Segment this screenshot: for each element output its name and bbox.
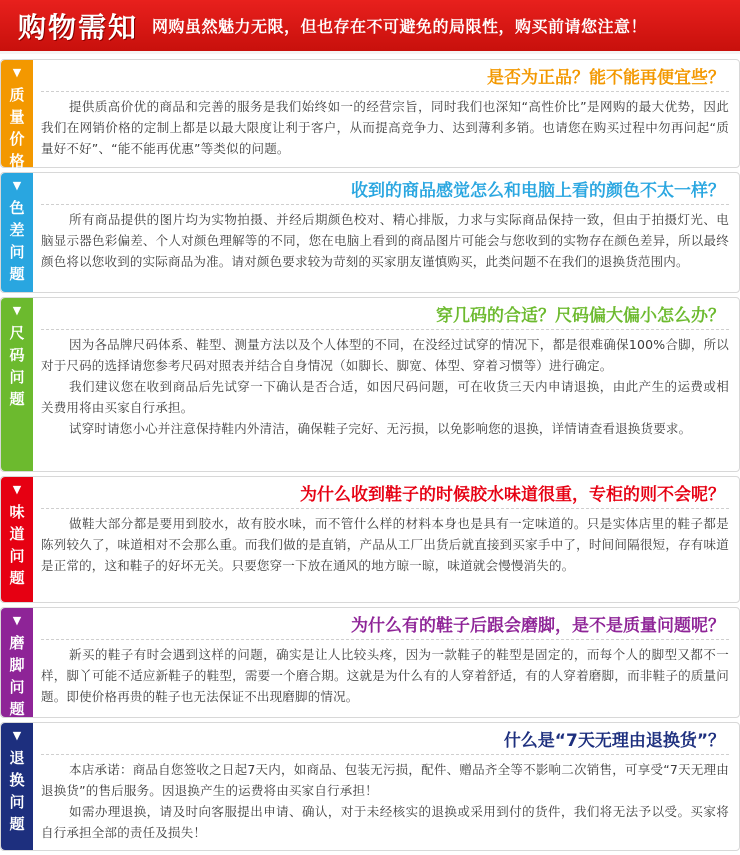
section-tab: [1, 723, 33, 850]
section-question: 是否为正品？能不能再便宜些？: [487, 68, 725, 88]
notice-section: [0, 172, 740, 293]
section-divider: [41, 639, 729, 640]
triangle-down-icon: ▼: [12, 729, 22, 742]
section-divider: [41, 754, 729, 755]
section-paragraph: 提供质高价优的商品和完善的服务是我们始终如一的经营宗旨，同时我们也深知“高性价比”是网购的最大优势，因此我们在网销价格的定制上都是以最大限度让利于客户，从而提高竞争力、达到薄利多销。也请您在购买过程中勿再问起“质量好不好”、“能不能再优惠”等类似的问题。: [41, 99, 729, 156]
section-tab-label: 磨脚问题: [9, 634, 25, 718]
section-tab: [1, 298, 33, 471]
section-tab: [1, 60, 33, 170]
section-body: [41, 173, 729, 292]
notice-section: [0, 476, 740, 603]
triangle-down-icon: ▼: [12, 179, 22, 192]
section-paragraph: 如需办理退换，请及时向客服提出申请、确认，对于未经核实的退换或采用到付的货件，我们将无法予以受。买家将自行承担全部的责任及损失！: [41, 804, 729, 840]
notice-section: [0, 297, 740, 472]
triangle-down-icon: ▼: [12, 304, 22, 317]
section-paragraph: 本店承诺：商品自您签收之日起7天内，如商品、包装无污损，配件、赠品齐全等不影响二次销售，可享受“7天无理由退换货”的售后服务。因退换产生的运费将由买家自行承担！: [41, 762, 729, 798]
section-paragraph: 试穿时请您小心并注意保持鞋内外清洁，确保鞋子完好、无污损，以免影响您的退换，详情请查看退换货要求。: [69, 421, 692, 436]
section-tab-label: 味道问题: [9, 503, 25, 587]
section-body: [41, 298, 729, 471]
section-body: [41, 60, 729, 167]
triangle-down-icon: ▼: [12, 66, 22, 79]
section-tab: [1, 608, 33, 717]
page-title: 购物需知: [18, 10, 139, 44]
section-body: [41, 477, 729, 602]
notice-section: [0, 59, 740, 168]
section-body: [41, 723, 729, 850]
section-tab: [1, 173, 33, 292]
section-paragraph: 做鞋大部分都是要用到胶水，故有胶水味，而不管什么样的材料本身也是具有一定味道的。只是实体店里的鞋子都是陈列较久了，味道相对不会那么重。而我们做的是直销，产品从工厂出货后就直接到买家手中了，时间间隔很短，存有味道是正常的，这和鞋子的好坏无关。只要您穿一下放在通风的地方晾一晾，味道就会慢慢消失的。: [41, 516, 729, 573]
notice-section: [0, 722, 740, 851]
section-body: [41, 608, 729, 717]
section-paragraph: 因为各品牌尺码体系、鞋型、测量方法以及个人体型的不同，在没经过试穿的情况下，都是很难确保100%合脚，所以对于尺码的选择请您参考尺码对照表并结合自身情况（如脚长、脚宽、体型、穿着习惯等）进行确定。: [41, 337, 729, 373]
section-tab-label: 色差问题: [9, 199, 25, 283]
notice-section: [0, 607, 740, 718]
section-divider: [41, 91, 729, 92]
section-divider: [41, 329, 729, 330]
section-tab-label: 质量价格: [9, 86, 25, 170]
section-paragraph: 我们建议您在收到商品后先试穿一下确认是否合适，如因尺码问题，可在收货三天内申请退换，由此产生的运费或相关费用将由买家自行承担。: [41, 379, 729, 415]
section-question: 什么是“7天无理由退换货”？: [503, 731, 725, 751]
triangle-down-icon: ▼: [12, 483, 22, 496]
section-tab-label: 尺码问题: [9, 324, 25, 408]
section-question: 穿几码的合适？尺码偏大偏小怎么办？: [436, 306, 725, 326]
section-paragraph: 所有商品提供的图片均为实物拍摄、并经后期颜色校对、精心排版，力求与实际商品保持一致，但由于拍摄灯光、电脑显示器色彩偏差、个人对颜色理解等的不同，您在电脑上看到的商品图片可能会与您收到的实物存在颜色差异，所以最终颜色将以您收到的实际商品为准。请对颜色要求较为苛刻的买家朋友谨慎购买，此类问题不在我们的退换货范围内。: [41, 212, 729, 269]
section-question: 收到的商品感觉怎么和电脑上看的颜色不太一样？: [351, 181, 725, 201]
section-divider: [41, 204, 729, 205]
section-tab: [1, 477, 33, 602]
section-question: 为什么收到鞋子的时候胶水味道很重，专柜的则不会呢？: [300, 485, 725, 505]
page-header: [0, 0, 740, 54]
section-divider: [41, 508, 729, 509]
section-tab-label: 退换问题: [9, 749, 25, 833]
page-subtitle: 网购虽然魅力无限，但也存在不可避免的局限性，购买前请您注意！: [152, 17, 648, 36]
section-question: 为什么有的鞋子后跟会磨脚，是不是质量问题呢？: [351, 616, 725, 636]
triangle-down-icon: ▼: [12, 614, 22, 627]
section-paragraph: 新买的鞋子有时会遇到这样的问题，确实是让人比较头疼，因为一款鞋子的鞋型是固定的，而每个人的脚型又都不一样，脚丫可能不适应新鞋子的鞋型，需要一个磨合期。这就是为什么有的人穿着舒适，有的人穿着磨脚，而非鞋子的质量问题。即使价格再贵的鞋子也无法保证不出现磨脚的情况。: [41, 647, 729, 704]
